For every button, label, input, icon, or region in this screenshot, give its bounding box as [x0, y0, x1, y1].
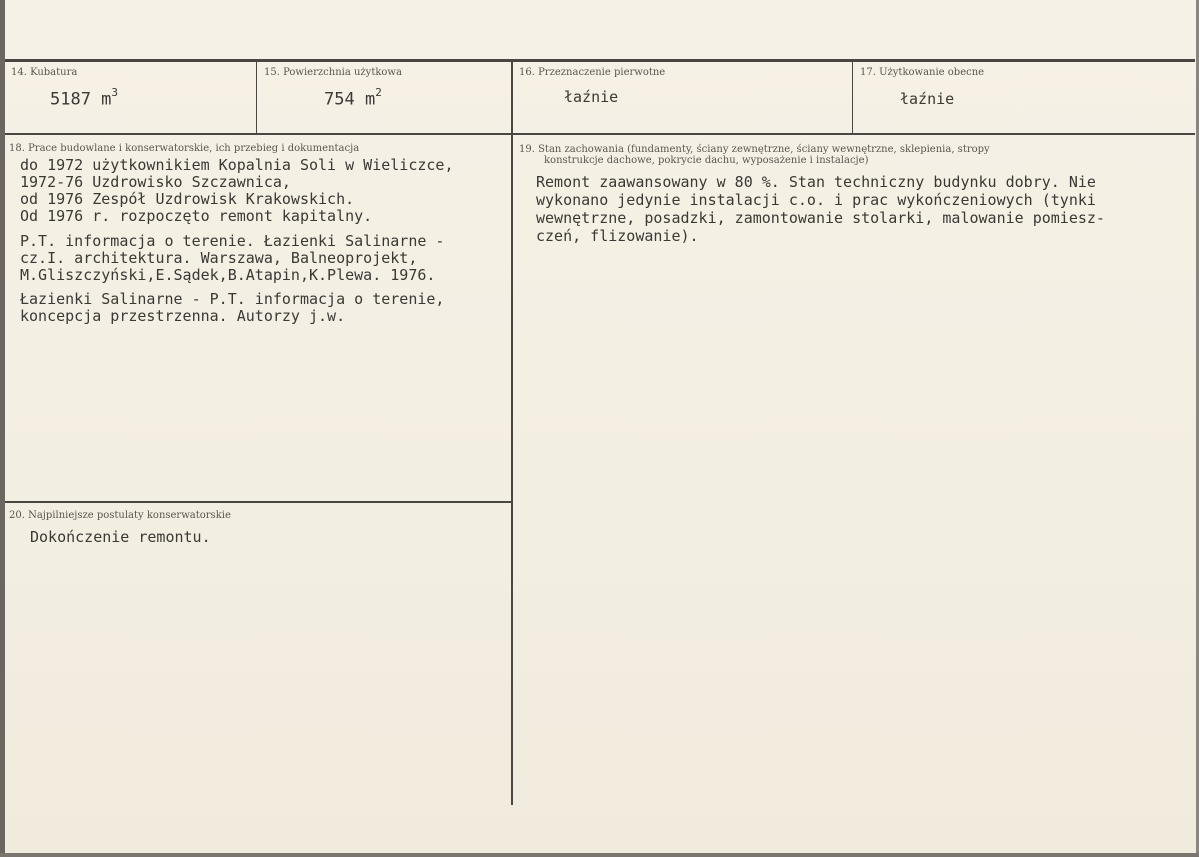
field-19-line: wewnętrzne, posadzki, zamontowanie stolarki, malowanie pomiesz- [536, 209, 1105, 227]
field-18-line: Od 1976 r. rozpoczęto remont kapitalny. [20, 207, 373, 225]
field-18-line: 1972-76 Uzdrowisko Szczawnica, [20, 173, 291, 191]
field-19-label-cont: konstrukcje dachowe, pokrycie dachu, wyposażenie i instalacje) [544, 155, 869, 166]
field-18-line: Łazienki Salinarne - P.T. informacja o terenie, [20, 290, 445, 308]
field-18-line: M.Gliszczyński,E.Sądek,B.Atapin,K.Plewa. 1976. [20, 266, 436, 284]
field-15-label: 15. Powierzchnia użytkowa [264, 67, 402, 78]
field20-top-rule [5, 501, 512, 503]
divider-main [511, 60, 513, 805]
field-19-label: 19. Stan zachowania (fundamenty, ściany zewnętrzne, ściany wewnętrzne, sklepienia, stropy [519, 144, 990, 155]
field-20-label: 20. Najpilniejsze postulaty konserwatorskie [9, 510, 231, 521]
field-17-label: 17. Użytkowanie obecne [860, 67, 985, 78]
field-18-line: cz.I. architektura. Warszawa, Balneoprojekt, [20, 249, 418, 267]
field-19-line: wykonano jedynie instalacji c.o. i prac wykończeniowych (tynki [536, 191, 1096, 209]
field-18-line: P.T. informacja o terenie. Łazienki Salinarne - [20, 232, 445, 250]
field-14-value: 5187 $m^3$ [50, 86, 119, 110]
field-16-value: łaźnie [564, 88, 619, 106]
field-18-line: do 1972 użytkownikiem Kopalnia Soli w Wieliczce, [20, 156, 454, 174]
field-14-label: 14. Kubatura [11, 67, 78, 78]
card-left-edge [0, 0, 5, 857]
field-18-label: 18. Prace budowlane i konserwatorskie, ich przebieg i dokumentacja [9, 143, 360, 154]
divider-16-17 [852, 60, 853, 135]
field-18-line: koncepcja przestrzenna. Autorzy j.w. [20, 307, 346, 325]
card-bottom-edge [0, 853, 1199, 857]
divider-14-15 [256, 60, 257, 135]
field-17-value: łaźnie [900, 90, 955, 108]
field-19-line: Remont zaawansowany w 80 %. Stan techniczny budynku dobry. Nie [536, 173, 1096, 191]
field-20-value: Dokończenie remontu. [30, 528, 211, 546]
field-15-value: 754 $m^2$ [324, 86, 382, 110]
row1-bottom-rule [5, 133, 1195, 135]
field-19-line: czeń, flizowanie). [536, 227, 699, 245]
top-rule [5, 59, 1195, 62]
field-18-line: od 1976 Zespół Uzdrowisk Krakowskich. [20, 190, 355, 208]
field-16-label: 16. Przeznaczenie pierwotne [519, 67, 666, 78]
